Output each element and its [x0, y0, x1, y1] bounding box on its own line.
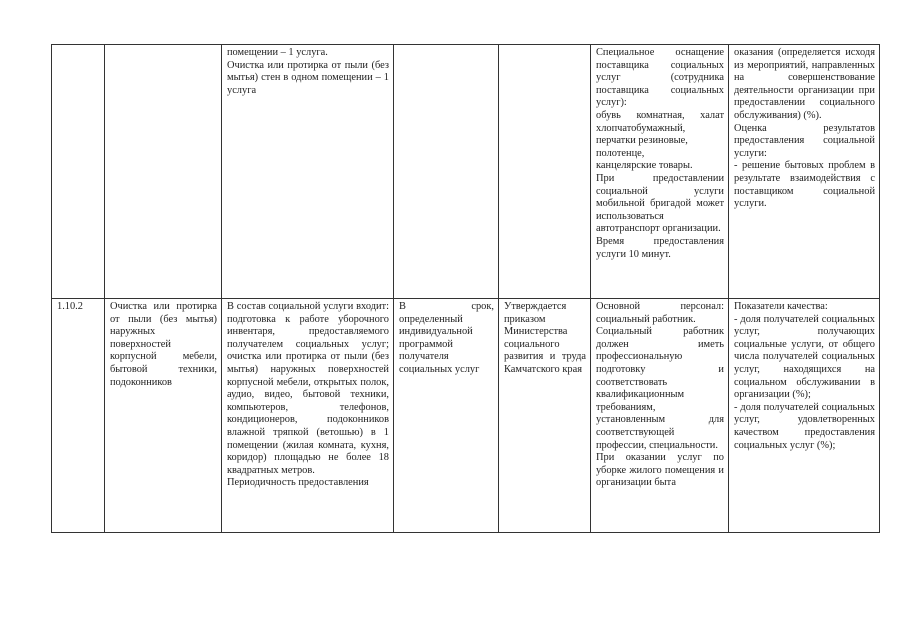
cell-text: При оказании услуг по уборке жилого помещения и организации быта: [596, 452, 724, 489]
cell-text: Оценка результатов предоставления социальной услуги:: [734, 122, 875, 159]
cell-quality-indicators: [729, 45, 880, 299]
cell-service-cost: Утверждается приказом Министерства социального развития и труда Камчатского края: [499, 299, 591, 533]
cell-number: 1.10.2: [52, 299, 105, 533]
cell-service-conditions: [591, 45, 729, 299]
table-row: [52, 45, 880, 299]
cell-text: В состав социальной услуги входит: подготовка к работе уборочного инвентаря, предоставляемого получателем социальных услуг; очистка или протирка от пыли (без мытья) наружных поверхностей корпусной мебели, открытых полок, аудио, видео, бытовой техники, компьютеров, телефонов, кондиционеров, подоконников влажной тряпкой (ветошью) в 1 помещении (жилая комната, кухня, коридор) площадью не более 18 квадратных метров.: [227, 301, 389, 476]
cell-service-term: [394, 45, 499, 299]
cell-text: Периодичность предоставления: [227, 477, 369, 489]
cell-text: перчатки резиновые,: [596, 135, 688, 147]
cell-service-name: [105, 45, 222, 299]
cell-number: [52, 45, 105, 299]
cell-text: Время предоставления услуги 10 минут.: [596, 235, 724, 260]
cell-text: При предоставлении социальной услуги мобильной бригадой может использоваться автотранспорт организации.: [596, 172, 724, 235]
cell-text: канцелярские товары.: [596, 160, 693, 172]
cell-text: Социальный работник должен иметь профессиональную подготовку и соответствовать квалификационным требованиям, установленным для соответствующей профессии, специальности.: [596, 326, 724, 451]
cell-text: Основной персонал: социальный работник.: [596, 301, 724, 325]
cell-text: обувь комнатная, халат хлопчатобумажный,: [596, 109, 724, 134]
services-table: [51, 44, 880, 533]
cell-text: Очистка или протирка от пыли (без мытья) стен в одном помещении – 1 услуга: [227, 59, 389, 96]
cell-text: оказания (определяется исходя из мероприятий, направленных на совершенствование деятельности организации при предоставлении социального обслуживания) (%).: [734, 47, 875, 121]
cell-service-term: В срок, определенный индивидуальной программой получателя социальных услуг: [394, 299, 499, 533]
cell-service-conditions: [591, 299, 729, 533]
cell-text: помещении – 1 услуга.: [227, 47, 328, 58]
cell-service-name: Очистка или протирка от пыли (без мытья) наружных поверхностей корпусной мебели, бытовой техники, подоконников: [105, 299, 222, 533]
cell-text: Показатели качества:: [734, 301, 828, 312]
cell-text: - доля получателей социальных услуг, удовлетворенных качеством предоставления социальных услуг (%);: [734, 401, 875, 451]
cell-text: Специальное оснащение поставщика социальных услуг (сотрудника поставщика социальных услуг):: [596, 47, 724, 109]
cell-service-content: [222, 299, 394, 533]
cell-text: полотенце,: [596, 147, 645, 159]
table-row: [52, 299, 880, 533]
cell-service-content: [222, 45, 394, 299]
cell-service-cost: [499, 45, 591, 299]
cell-text: - доля получателей социальных услуг, получающих социальные услуги, от общего числа получателей социальных услуг, находящихся на социальном обслуживании в организации (%);: [734, 313, 875, 401]
cell-quality-indicators: [729, 299, 880, 533]
cell-text: - решение бытовых проблем в результате взаимодействия с поставщиком социальной услуги.: [734, 160, 875, 210]
